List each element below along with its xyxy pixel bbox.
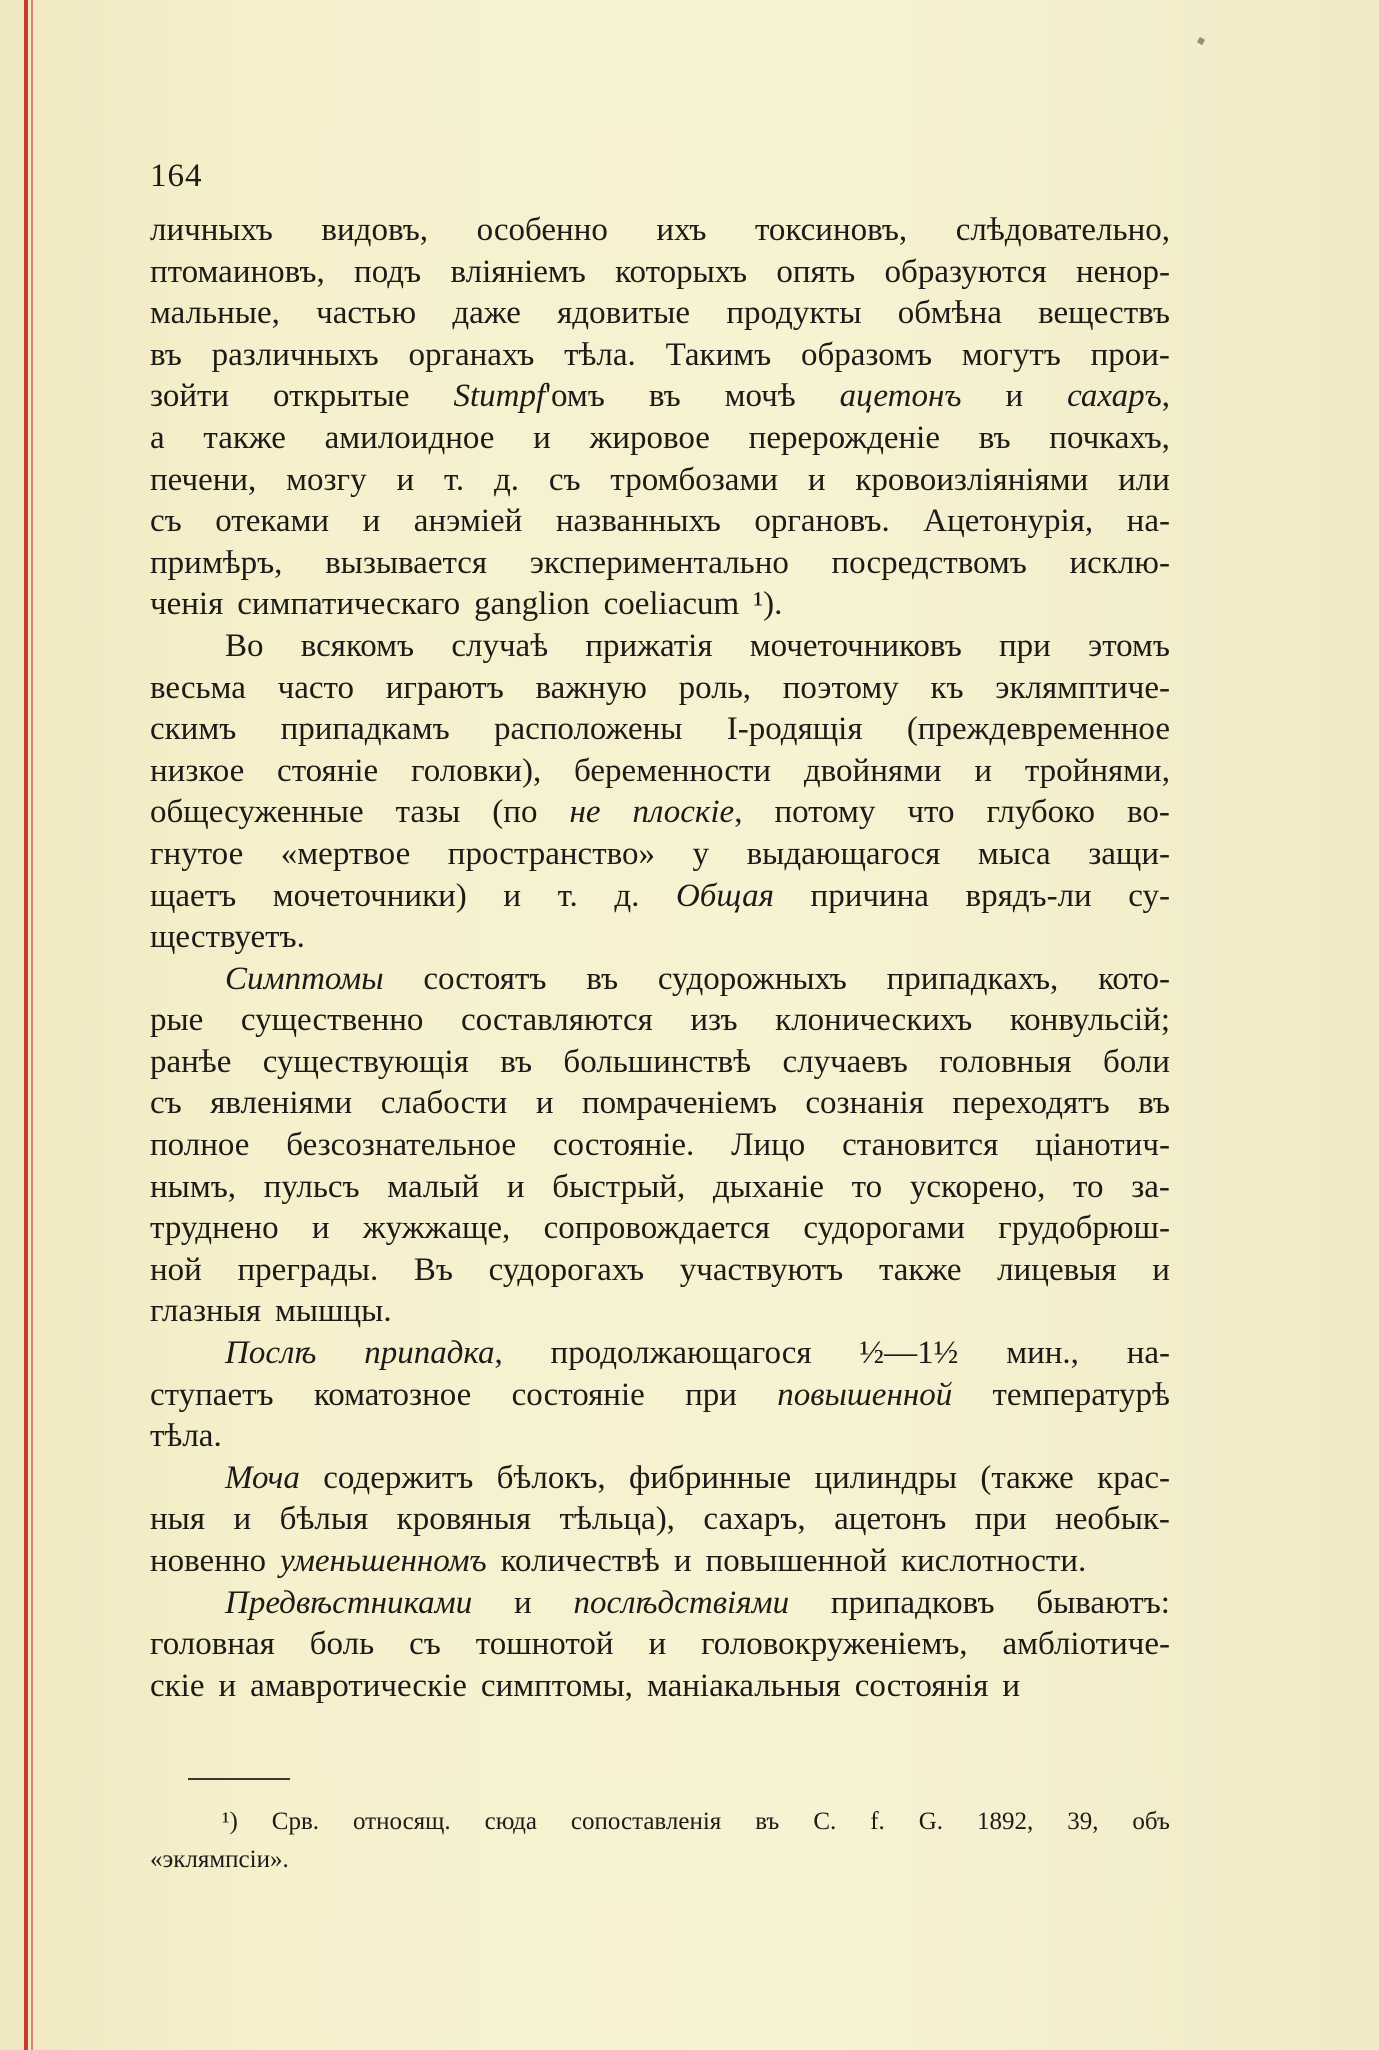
- word: и: [503, 877, 522, 914]
- word: низкое: [150, 752, 245, 789]
- text-line: [150, 709, 1170, 751]
- word: мин.,: [1006, 1335, 1079, 1372]
- word: большинствѣ: [563, 1043, 752, 1080]
- text-line: [150, 1167, 1170, 1209]
- text-line: [150, 376, 1170, 418]
- word: кровоизліяніями: [855, 461, 1089, 498]
- word: кото-: [1098, 960, 1170, 997]
- word: Предвѣстниками: [225, 1584, 473, 1621]
- word: вліяніемъ: [450, 253, 586, 290]
- text-line: [150, 1042, 1170, 1084]
- word: съ: [150, 503, 182, 540]
- word: весьма: [150, 669, 246, 706]
- word: (также: [980, 1459, 1074, 1496]
- word: ступаетъ: [150, 1376, 274, 1413]
- word: съ: [548, 461, 581, 498]
- word: изъ: [690, 1002, 738, 1039]
- word: Во: [225, 627, 264, 664]
- word: амбліотиче-: [1002, 1626, 1170, 1663]
- text-line: [150, 876, 1170, 918]
- word: названныхъ: [555, 503, 721, 540]
- word: температурѣ: [992, 1376, 1170, 1413]
- word: помраченіемъ: [582, 1085, 777, 1122]
- word: припадкахъ,: [886, 960, 1059, 997]
- word: ¹).: [753, 586, 783, 623]
- word: и: [506, 1168, 525, 1205]
- word: тѣла.: [564, 336, 636, 373]
- word: Stumpf'омъ: [453, 378, 605, 415]
- word: исклю-: [1069, 544, 1170, 581]
- word: Общая: [675, 877, 774, 914]
- word: часто: [277, 669, 354, 706]
- word: и: [514, 1584, 532, 1621]
- word: Моча: [225, 1459, 300, 1496]
- text-line: [150, 917, 1170, 959]
- word: повышенной: [777, 1376, 953, 1413]
- text-line: [150, 1000, 1170, 1042]
- word: мышцы.: [275, 1293, 392, 1330]
- word: д.: [493, 461, 520, 498]
- word: и: [311, 1210, 330, 1247]
- word: ихъ: [656, 212, 707, 248]
- word: и: [807, 461, 826, 498]
- word: ранѣе: [150, 1043, 232, 1080]
- word: припадкамъ: [280, 711, 450, 748]
- word: судорогами: [803, 1210, 965, 1247]
- word: жировое: [589, 419, 710, 456]
- word: безсознательное: [286, 1127, 517, 1164]
- word: играютъ: [385, 669, 504, 706]
- word: врядъ-ли: [965, 877, 1092, 914]
- word: «мертвое: [280, 835, 411, 872]
- word: органовъ.: [754, 503, 890, 540]
- text-line: [150, 1250, 1170, 1292]
- word: печени,: [150, 461, 257, 498]
- word: тошнотой: [475, 1626, 614, 1663]
- word: малый: [387, 1168, 480, 1205]
- text-line: [150, 543, 1170, 585]
- word: ныя: [150, 1501, 206, 1538]
- text-line: [150, 252, 1170, 294]
- word: частью: [316, 295, 417, 332]
- word: лицевыя: [997, 1251, 1117, 1288]
- word: дыханіе: [712, 1168, 825, 1205]
- word: и: [533, 419, 551, 456]
- word: coeliacum: [603, 586, 740, 623]
- word: во-: [1127, 794, 1170, 831]
- word: мозгу: [286, 461, 367, 498]
- text-line: [150, 460, 1170, 502]
- text-line: [150, 751, 1170, 793]
- word: сюда: [484, 1808, 537, 1835]
- word: даже: [452, 295, 521, 332]
- text-line: [150, 1416, 1170, 1458]
- text-line: [150, 668, 1170, 710]
- word: въ: [648, 378, 681, 415]
- word: бѣлокъ,: [496, 1459, 606, 1496]
- word: ной: [150, 1251, 202, 1288]
- word: существенно: [240, 1002, 424, 1039]
- word: опять: [776, 253, 856, 290]
- word: выдающагося: [746, 835, 941, 872]
- word: общесуженные: [150, 794, 364, 831]
- word: (по: [492, 794, 538, 831]
- word: крас-: [1097, 1459, 1170, 1496]
- word: въ: [1138, 1085, 1170, 1122]
- text-line: [150, 1803, 1170, 1841]
- text-line: [150, 418, 1170, 460]
- word: конвульсій;: [1009, 1002, 1170, 1039]
- word: ganglion: [474, 586, 590, 623]
- word: сахаръ,: [703, 1501, 806, 1538]
- word: на-: [1126, 1335, 1170, 1372]
- word: новенно: [150, 1543, 267, 1579]
- word: примѣръ,: [150, 544, 283, 581]
- word: амилоидное: [324, 419, 495, 456]
- word: различныхъ: [211, 336, 379, 373]
- word: и: [362, 503, 381, 540]
- word: Срв.: [271, 1808, 320, 1835]
- word: расположены: [493, 711, 683, 748]
- word: органахъ: [408, 336, 535, 373]
- word: составляются: [461, 1002, 653, 1039]
- word: ненор-: [1076, 253, 1170, 290]
- text-line: [150, 834, 1170, 876]
- word: причина: [810, 877, 929, 914]
- word: не: [569, 794, 601, 831]
- ink-speck: [1197, 37, 1205, 45]
- word: могутъ: [961, 336, 1061, 373]
- word: и: [535, 1085, 554, 1122]
- word: маніакальныя: [646, 1667, 841, 1704]
- word: (преждевременное: [906, 711, 1170, 748]
- word: фибринные: [628, 1459, 792, 1496]
- word: перерожденіе: [748, 419, 941, 456]
- word: труднено: [150, 1210, 279, 1247]
- word: то: [851, 1168, 883, 1205]
- word: зойти: [150, 378, 230, 415]
- word: судорожныхъ: [657, 960, 847, 997]
- word: отеками: [215, 503, 330, 540]
- word: потому: [774, 794, 876, 831]
- text-line: [150, 1208, 1170, 1250]
- word: и: [1002, 1667, 1021, 1704]
- word: мальные,: [150, 295, 280, 332]
- word: мыса: [977, 835, 1051, 872]
- word: Послѣ: [225, 1335, 317, 1372]
- word: всякомъ: [300, 627, 415, 664]
- word: поэтому: [782, 669, 899, 706]
- word: Лицо: [731, 1127, 806, 1164]
- word: при: [685, 1376, 737, 1413]
- word: слѣдовательно,: [955, 212, 1170, 248]
- word: «эклямпсіи».: [150, 1846, 289, 1873]
- word: содержитъ: [323, 1459, 474, 1496]
- text-line: [150, 1083, 1170, 1125]
- footnote-divider: [188, 1778, 290, 1780]
- text-line: [150, 1841, 1170, 1879]
- word: въ: [586, 960, 619, 997]
- word: объ: [1132, 1808, 1170, 1835]
- word: припадковъ: [830, 1584, 995, 1621]
- word: случаѣ: [451, 627, 549, 664]
- word: скимъ: [150, 711, 237, 748]
- word: кровяныя: [396, 1501, 532, 1538]
- word: продолжающагося: [550, 1335, 812, 1372]
- word: бѣлыя: [279, 1501, 369, 1538]
- word: существующія: [262, 1043, 469, 1080]
- word: въ: [978, 419, 1011, 456]
- word: переходятъ: [952, 1085, 1110, 1122]
- text-line: [150, 1583, 1170, 1625]
- word: и: [648, 1626, 667, 1663]
- text-line: [150, 584, 1170, 626]
- word: личныхъ: [150, 212, 273, 248]
- word: и: [218, 1667, 237, 1704]
- word: и: [974, 752, 993, 789]
- word: стояніе: [277, 752, 379, 789]
- word: сопоставленія: [570, 1808, 722, 1835]
- text-line: [150, 501, 1170, 543]
- text-line: [150, 1458, 1170, 1500]
- word: защи-: [1088, 835, 1170, 872]
- word: обмѣна: [897, 295, 1002, 332]
- word: подъ: [354, 253, 422, 290]
- word: въ: [500, 1043, 533, 1080]
- word: что: [907, 794, 955, 831]
- text-line: [150, 210, 1170, 252]
- word: рые: [150, 1002, 204, 1039]
- word: на-: [1126, 503, 1170, 540]
- word: ускорено,: [909, 1168, 1046, 1205]
- word: симптомы,: [480, 1667, 633, 1704]
- word: мочеточники): [272, 877, 467, 914]
- word: и: [396, 461, 415, 498]
- word: слабости: [380, 1085, 508, 1122]
- word: Ацетонурія,: [923, 503, 1094, 540]
- word: экспериментально: [529, 544, 789, 581]
- word: грудобрюш-: [998, 1210, 1170, 1247]
- word: судорогахъ: [488, 1251, 645, 1288]
- word: плоскіе,: [632, 794, 743, 831]
- word: анэміей: [413, 503, 523, 540]
- word: жужжаще,: [362, 1210, 511, 1247]
- word: состоятъ: [423, 960, 547, 997]
- word: участвуютъ: [679, 1251, 844, 1288]
- word: 39,: [1067, 1808, 1099, 1835]
- word: т.: [557, 877, 578, 914]
- word: ядовитые: [557, 295, 691, 332]
- word: этомъ: [1088, 627, 1170, 664]
- word: состояніе: [511, 1376, 645, 1413]
- word: явленіями: [210, 1085, 353, 1122]
- page-edge-red-rule-inner: [31, 0, 33, 2050]
- word: ченія: [150, 586, 224, 623]
- word: количествѣ: [500, 1543, 660, 1579]
- word: полное: [150, 1127, 250, 1164]
- text-line: [150, 1499, 1170, 1541]
- word: видовъ,: [321, 212, 429, 248]
- word: I-родящія: [726, 711, 863, 748]
- word: цилиндры: [814, 1459, 958, 1496]
- word: тѣла.: [150, 1418, 222, 1455]
- word: ціанотич-: [1035, 1127, 1170, 1164]
- word: скіе: [150, 1667, 205, 1704]
- word: головныя: [939, 1043, 1072, 1080]
- footnote: [150, 1803, 1170, 1879]
- word: и: [233, 1501, 252, 1538]
- word: мочѣ: [724, 378, 796, 415]
- word: почкахъ,: [1049, 419, 1170, 456]
- word: двойнями: [803, 752, 942, 789]
- word: или: [1118, 461, 1170, 498]
- word: преграды.: [237, 1251, 379, 1288]
- word: а: [150, 419, 165, 456]
- word: коматозное: [313, 1376, 472, 1413]
- text-line: [150, 293, 1170, 335]
- word: состоянія: [854, 1667, 989, 1704]
- word: къ: [930, 669, 964, 706]
- word: Такимъ: [665, 336, 772, 373]
- text-line: [150, 1125, 1170, 1167]
- word: при: [974, 1501, 1027, 1538]
- word: веществъ: [1038, 295, 1170, 332]
- word: гнутое: [150, 835, 244, 872]
- text-line: [150, 1291, 1170, 1333]
- text-line: [150, 1375, 1170, 1417]
- word: посредствомъ: [831, 544, 1027, 581]
- word: головокруженіемъ,: [701, 1626, 968, 1663]
- word: 1892,: [977, 1808, 1034, 1835]
- word: тѣльца),: [559, 1501, 675, 1538]
- page-edge-red-rule: [24, 0, 28, 2050]
- word: пространство»: [447, 835, 655, 872]
- word: и: [673, 1543, 692, 1579]
- text-line: [150, 1541, 1170, 1583]
- word: и: [1152, 1251, 1170, 1288]
- word: т.: [443, 461, 465, 498]
- word: важную: [535, 669, 647, 706]
- word: состояніе.: [552, 1127, 695, 1164]
- word: у: [692, 835, 710, 872]
- word: ществуетъ.: [150, 919, 305, 956]
- word: при: [998, 627, 1051, 664]
- word: относящ.: [352, 1808, 451, 1835]
- word: прои-: [1090, 336, 1170, 373]
- word: нымъ,: [150, 1168, 237, 1205]
- word: случаевъ: [782, 1043, 908, 1080]
- word: съ: [409, 1626, 441, 1663]
- word: продукты: [726, 295, 862, 332]
- word: особенно: [476, 212, 608, 248]
- text-line: [150, 1624, 1170, 1666]
- text-line: [150, 792, 1170, 834]
- word: ½—1½: [859, 1335, 959, 1372]
- text-line: [150, 335, 1170, 377]
- word: за-: [1131, 1168, 1170, 1205]
- text-line: [150, 626, 1170, 668]
- word: д.: [614, 877, 640, 914]
- word: то: [1073, 1168, 1104, 1205]
- word: вызывается: [325, 544, 488, 581]
- word: глазныя: [150, 1293, 262, 1330]
- word: также: [878, 1251, 962, 1288]
- word: G.: [918, 1808, 944, 1835]
- word: эклямптиче-: [995, 669, 1170, 706]
- word: Симптомы: [225, 960, 384, 997]
- word: тазы: [395, 794, 461, 831]
- word: амавротическіе: [250, 1667, 467, 1704]
- word: бываютъ:: [1036, 1584, 1170, 1621]
- word: и: [1005, 378, 1024, 415]
- word: клоническихъ: [775, 1002, 973, 1039]
- word: боли: [1102, 1043, 1170, 1080]
- word: щаетъ: [150, 877, 237, 914]
- word: кислотности.: [900, 1543, 1087, 1579]
- word: ¹): [222, 1808, 238, 1835]
- word: послѣдствіями: [573, 1584, 790, 1621]
- text-line: [150, 1333, 1170, 1375]
- word: тройнями,: [1024, 752, 1170, 789]
- word: образуются: [884, 253, 1047, 290]
- word: также: [203, 419, 286, 456]
- word: съ: [150, 1085, 182, 1122]
- word: сопровождается: [543, 1210, 770, 1247]
- word: глубоко: [986, 794, 1096, 831]
- word: тромбозами: [610, 461, 778, 498]
- word: открытые: [273, 378, 410, 415]
- word: головки),: [411, 752, 542, 789]
- main-text: [150, 210, 1170, 1707]
- word: припадка,: [364, 1335, 503, 1372]
- word: беременности: [574, 752, 772, 789]
- word: ацетонъ: [834, 1501, 947, 1538]
- word: въ: [755, 1808, 780, 1835]
- word: С.: [813, 1808, 837, 1835]
- word: токсиновъ,: [754, 212, 908, 248]
- word: пульсъ: [263, 1168, 360, 1205]
- word: головная: [150, 1626, 275, 1663]
- word: образомъ: [801, 336, 933, 373]
- word: необык-: [1055, 1501, 1170, 1538]
- word: повышенной: [705, 1543, 887, 1579]
- word: ацетонъ: [839, 378, 962, 415]
- word: Въ: [413, 1251, 453, 1288]
- text-line: [150, 959, 1170, 1001]
- word: птомаиновъ,: [150, 253, 325, 290]
- word: f.: [870, 1808, 885, 1835]
- word: сахаръ,: [1067, 378, 1170, 415]
- word: прижатія: [585, 627, 713, 664]
- word: въ: [150, 336, 182, 373]
- word: сознанія: [805, 1085, 924, 1122]
- word: боль: [309, 1626, 375, 1663]
- word: уменьшенномъ: [280, 1543, 487, 1579]
- text-line: [150, 1666, 1170, 1708]
- word: мочеточниковъ: [749, 627, 962, 664]
- word: симпатическаго: [237, 586, 461, 623]
- word: которыхъ: [615, 253, 748, 290]
- page-number: 164: [150, 158, 203, 194]
- word: роль,: [678, 669, 751, 706]
- word: становится: [842, 1127, 999, 1164]
- word: су-: [1128, 877, 1170, 914]
- word: быстрый,: [552, 1168, 686, 1205]
